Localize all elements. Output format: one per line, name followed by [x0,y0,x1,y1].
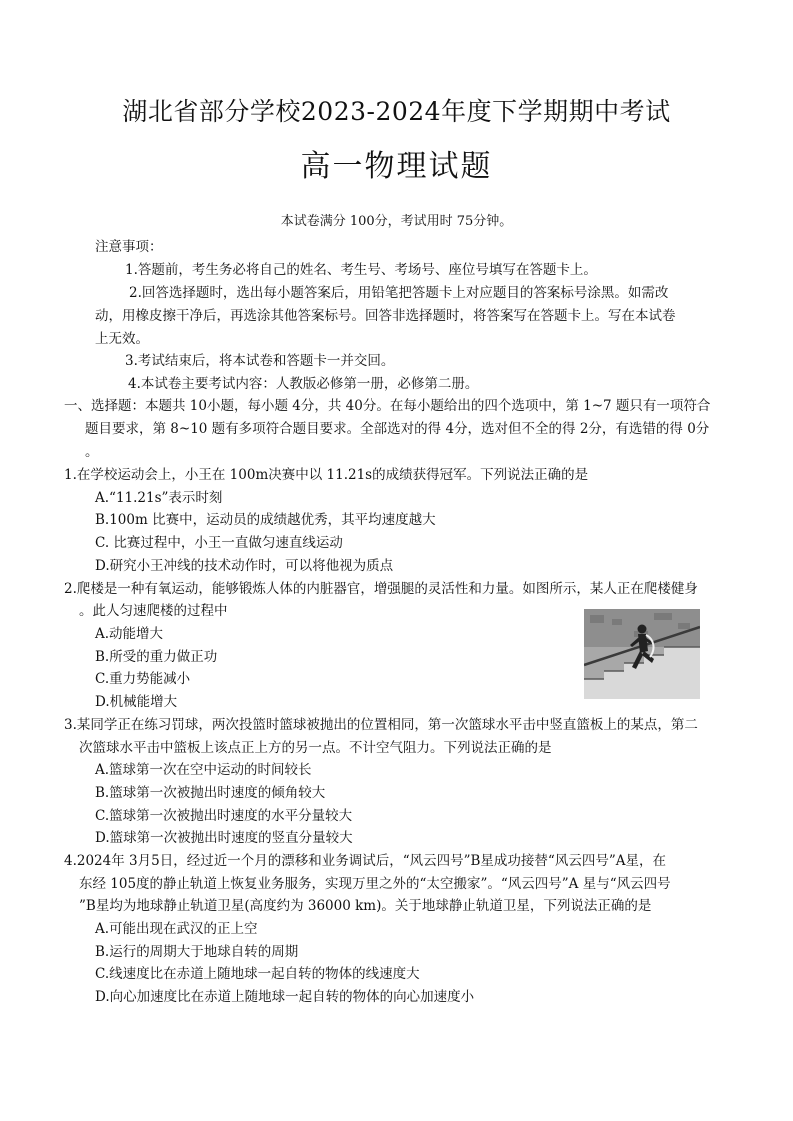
q1-stem: 1.在学校运动会上，小王在 100m决赛中以 11.21s的成绩获得冠军。下列说法正确的是 [64,467,589,483]
q3-stem-line-2: 次篮球水平击中篮板上该点正上方的另一点。不计空气阻力。下列说法正确的是 [79,740,552,756]
notes-item-1: 1.答题前，考生务必将自己的姓名、考生号、考场号、座位号填写在答题卡上。 [125,262,597,278]
q4-stem-line-3: ”B星均为地球静止轨道卫星(高度约为 36000 km)。关于地球静止轨道卫星，下列说法正确的是 [79,898,652,914]
q3-stem-line-1: 3.某同学正在练习罚球，两次投篮时篮球被抛出的位置相同，第一次篮球水平击中竖直篮板上的某点，第二 [64,717,698,733]
q1-option-a: A.“11.21s”表示时刻 [95,490,223,506]
exam-subtitle: 高一物理试题 [300,149,493,184]
q1-option-b: B.100m 比赛中，运动员的成绩越优秀，其平均速度越大 [95,512,436,528]
q1-option-c: C. 比赛过程中，小王一直做匀速直线运动 [95,535,343,551]
q2-option-a: A.动能增大 [95,626,164,642]
q4-option-c: C.线速度比在赤道上随地球一起自转的物体的线速度大 [95,966,420,982]
q3-option-c: C.篮球第一次被抛出时速度的水平分量较大 [95,808,353,824]
q4-option-d: D.向心加速度比在赤道上随地球一起自转的物体的向心加速度小 [95,989,475,1005]
notes-item-2-line-3: 上无效。 [95,331,149,347]
q3-option-b: B.篮球第一次被抛出时速度的倾角较大 [95,785,326,801]
q1-option-d: D.研究小王冲线的技术动作时，可以将他视为质点 [95,558,394,574]
q4-stem-line-1: 4.2024年 3月5日，经过近一个月的漂移和业务调试后，“风云四号”B星成功接替“风云四号”A星，在 [64,853,666,869]
q2-option-b: B.所受的重力做正功 [95,649,218,665]
q2-stem-line-1: 2.爬楼是一种有氧运动，能够锻炼人体的内脏器官，增强腿的灵活性和力量。如图所示，某人正在爬楼健身 [64,581,698,597]
q4-option-b: B.运行的周期大于地球自转的周期 [95,944,299,960]
notes-item-4: 4.本试卷主要考试内容：人教版必修第一册，必修第二册。 [128,376,479,392]
q2-stem-line-2: 。此人匀速爬楼的过程中 [79,603,228,619]
exam-info: 本试卷满分 100分，考试用时 75分钟。 [280,214,513,229]
section-1-line-2: 题目要求，第 8~10 题有多项符合题目要求。全部选对的得 4分，选对但不全的得 2分，有选错的得 0分 [85,421,710,437]
q4-stem-line-2: 东经 105度的静止轨道上恢复业务服务，实现万里之外的“太空搬家”。“风云四号”A 星与“风云四号 [79,876,671,892]
q3-option-a: A.篮球第一次在空中运动的时间较长 [95,762,312,778]
notes-item-2-line-2: 动，用橡皮擦干净后，再选涂其他答案标号。回答非选择题时，将答案写在答题卡上。写在本试卷 [95,308,676,324]
stair-climbing-photo [584,609,700,699]
exam-title: 湖北省部分学校2023-2024年度下学期期中考试 [122,97,671,126]
section-1-line-3: 。 [85,444,99,460]
q4-option-a: A.可能出现在武汉的正上空 [95,921,258,937]
section-1-line-1: 一、选择题：本题共 10小题，每小题 4分，共 40分。在每小题给出的四个选项中，第 1~7 题只有一项符合 [64,398,711,414]
q3-option-d: D.篮球第一次被抛出时速度的竖直分量较大 [95,830,353,846]
notes-item-2-line-1: 2.回答选择题时，选出每小题答案后，用铅笔把答题卡上对应题目的答案标号涂黑。如需改 [129,285,669,301]
q2-option-c: C.重力势能减小 [95,671,191,687]
notes-item-3: 3.考试结束后，将本试卷和答题卡一并交回。 [125,353,395,369]
notes-heading: 注意事项： [95,239,163,255]
q2-option-d: D.机械能增大 [95,694,178,710]
